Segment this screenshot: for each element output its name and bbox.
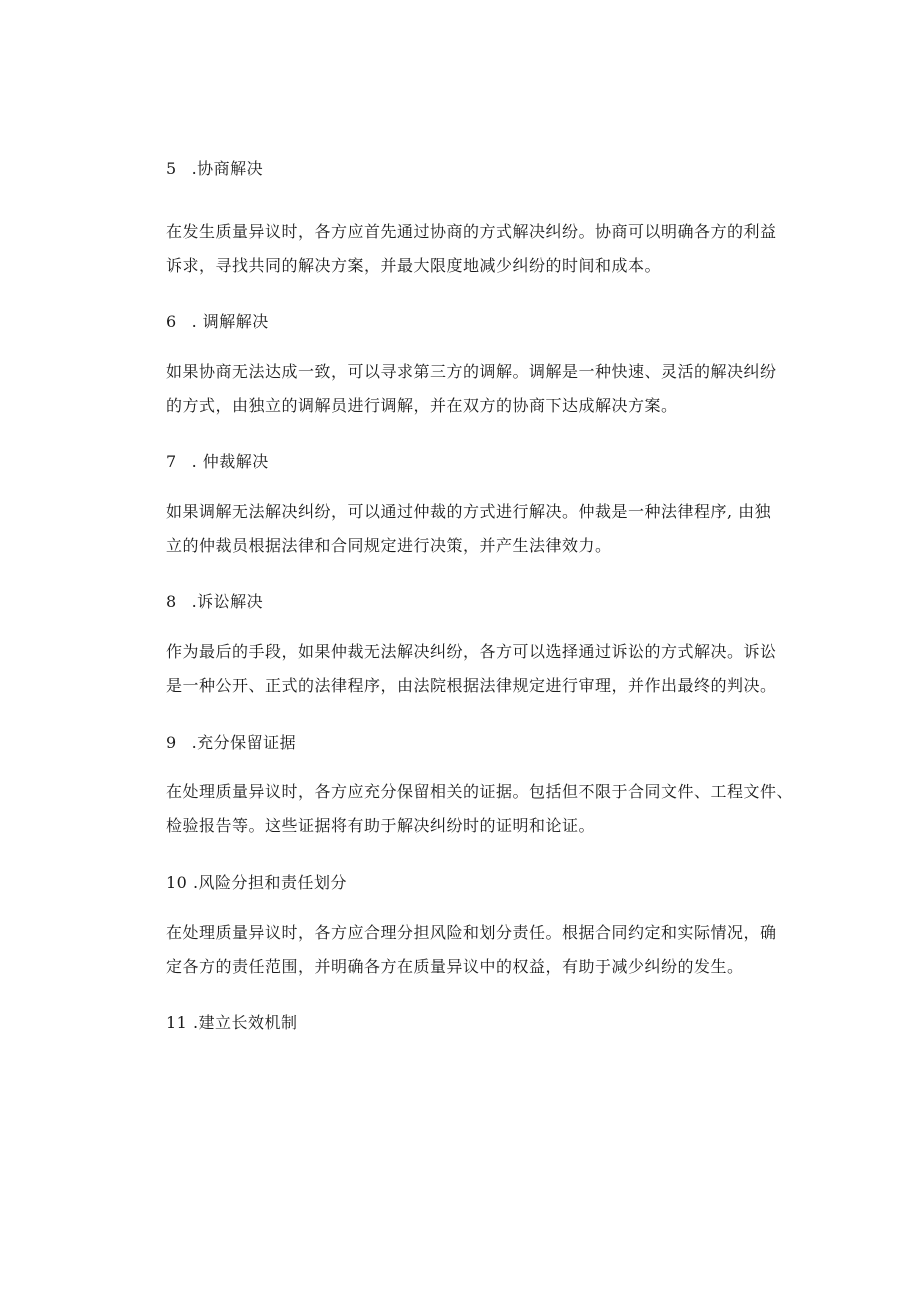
section-number: 11 — [166, 1013, 188, 1032]
section-number: 7 — [166, 452, 177, 471]
section-number: 9 — [166, 733, 177, 752]
paragraph-line: 在处理质量异议时，各方应充分保留相关的证据。包括但不限于合同文件、工程文件、 — [166, 782, 794, 801]
paragraph-line: 检验报告等。这些证据将有助于解决纠纷时的证明和论证。 — [166, 816, 596, 835]
section-number: 6 — [166, 312, 177, 331]
section-paragraph-9 — [166, 775, 794, 843]
section-title: .建立长效机制 — [192, 1013, 298, 1032]
paragraph-line: 诉求，寻找共同的解决方案，并最大限度地减少纠纷的时间和成本。 — [166, 256, 662, 275]
section-number: 10 — [166, 873, 188, 892]
paragraph-line: 如果协商无法达成一致，可以寻求第三方的调解。调解是一种快速、灵活的解决纠纷 — [166, 362, 777, 381]
section-heading-5 — [166, 159, 263, 179]
section-paragraph-7 — [166, 495, 772, 563]
paragraph-line: 在处理质量异议时，各方应合理分担风险和划分责任。根据合同约定和实际情况，确 — [166, 923, 777, 942]
paragraph-line: 的方式，由独立的调解员进行调解，并在双方的协商下达成解决方案。 — [166, 396, 678, 415]
section-title: .诉讼解决 — [191, 592, 264, 611]
section-paragraph-6 — [166, 355, 777, 423]
section-number: 8 — [166, 592, 177, 611]
paragraph-line: 定各方的责任范围，并明确各方在质量异议中的权益，有助于减少纠纷的发生。 — [166, 957, 744, 976]
paragraph-line: 作为最后的手段，如果仲裁无法解决纠纷，各方可以选择通过诉讼的方式解决。诉讼 — [166, 642, 777, 661]
section-heading-11 — [166, 1013, 298, 1033]
section-paragraph-10 — [166, 916, 777, 984]
section-heading-8 — [166, 592, 263, 612]
section-title: .风险分担和责任划分 — [192, 873, 348, 892]
section-heading-7 — [166, 452, 269, 472]
paragraph-line: 如果调解无法解决纠纷，可以通过仲裁的方式进行解决。仲裁是一种法律程序, 由独 — [166, 502, 772, 521]
paragraph-line: 在发生质量异议时，各方应首先通过协商的方式解决纠纷。协商可以明确各方的利益 — [166, 222, 777, 241]
section-heading-6 — [166, 312, 269, 332]
section-paragraph-8 — [166, 635, 777, 703]
section-title: . 仲裁解决 — [191, 452, 269, 471]
section-paragraph-5 — [166, 215, 777, 283]
paragraph-line: 是一种公开、正式的法律程序，由法院根据法律规定进行审理，并作出最终的判决。 — [166, 676, 777, 695]
section-heading-10 — [166, 873, 347, 893]
section-heading-9 — [166, 733, 296, 753]
section-title: . 调解解决 — [191, 312, 269, 331]
paragraph-line: 立的仲裁员根据法律和合同规定进行决策，并产生法律效力。 — [166, 536, 612, 555]
section-title: .协商解决 — [191, 159, 264, 178]
section-title: .充分保留证据 — [191, 733, 297, 752]
section-number: 5 — [166, 159, 177, 178]
